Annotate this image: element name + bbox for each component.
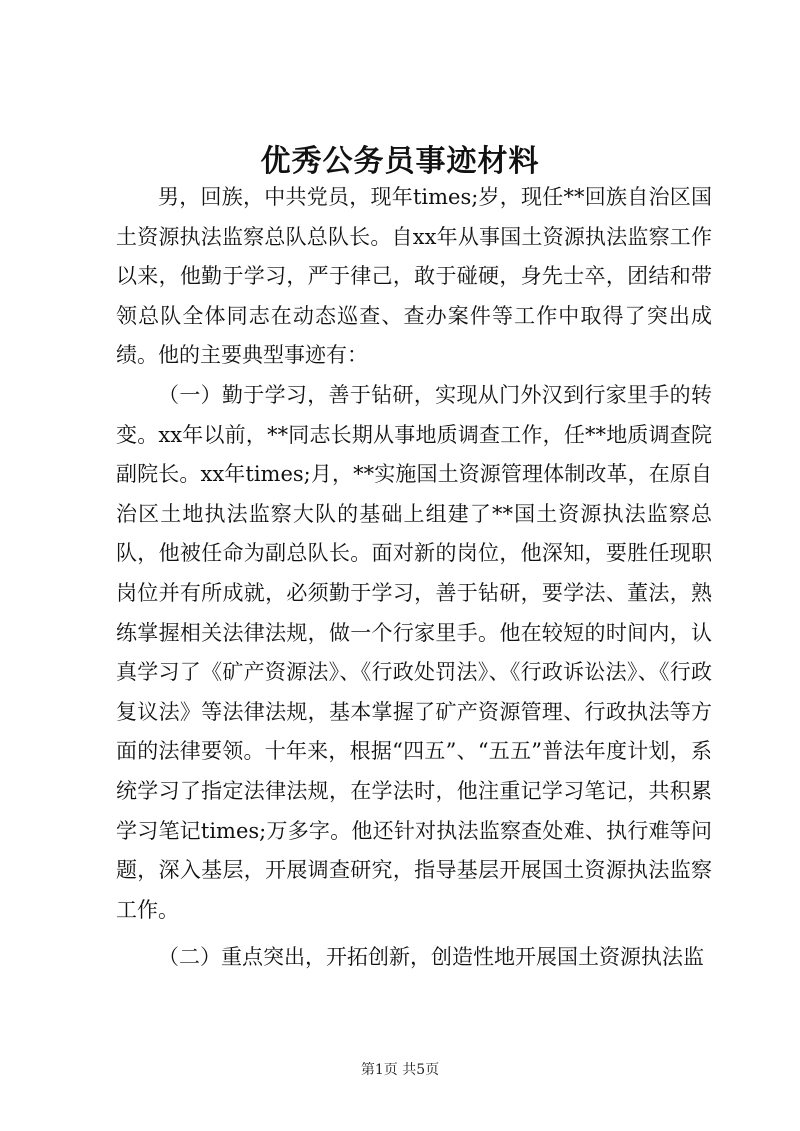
paragraph-section-2: （二）重点突出，开拓创新，创造性地开展国土资源执法监: [158, 945, 704, 970]
page-footer: 第1页 共5页: [360, 1062, 440, 1078]
document-title: 优秀公务员事迹材料: [260, 144, 540, 179]
document-body: [116, 178, 712, 978]
paragraph-intro: 男，回族，中共党员，现年times;岁，现任**回族自治区国土资源执法监察总队总队长。自xx年从事国土资源执法监察工作以来，他勤于学习，严于律己，敢于碰硬，身先士卒，团结和带领总队全体同志在动态巡查、查办案件等工作中取得了突出成绩。他的主要典型事迹有：: [116, 185, 712, 368]
paragraph-section-1: （一）勤于学习，善于钻研，实现从门外汉到行家里手的转变。xx年以前，**同志长期从事地质调查工作，任**地质调查院副院长。xx年times;月，**实施国土资源管理体制改革，在原自治区土地执法监察大队的基础上组建了**国土资源执法监察总队，他被任命为副总队长。面对新的岗位，他深知，要胜任现职岗位并有所成就，必须勤于学习，善于钻研，要学法、董法，熟练掌握相关法律法规，做一个行家里手。他在较短的时间内，认真学习了《矿产资源法》、《行政处罚法》、《行政诉讼法》、《行政复议法》等法律法规，基本掌握了矿产资源管理、行政执法等方面的法律要领。十年来，根据“四五”、“五五”普法年度计划，系统学习了指定法律法规，在学法时，他注重记学习笔记，共积累学习笔记times;万多字。他还针对执法监察查处难、执行难等问题，深入基层，开展调查研究，指导基层开展国土资源执法监察工作。: [116, 382, 712, 922]
